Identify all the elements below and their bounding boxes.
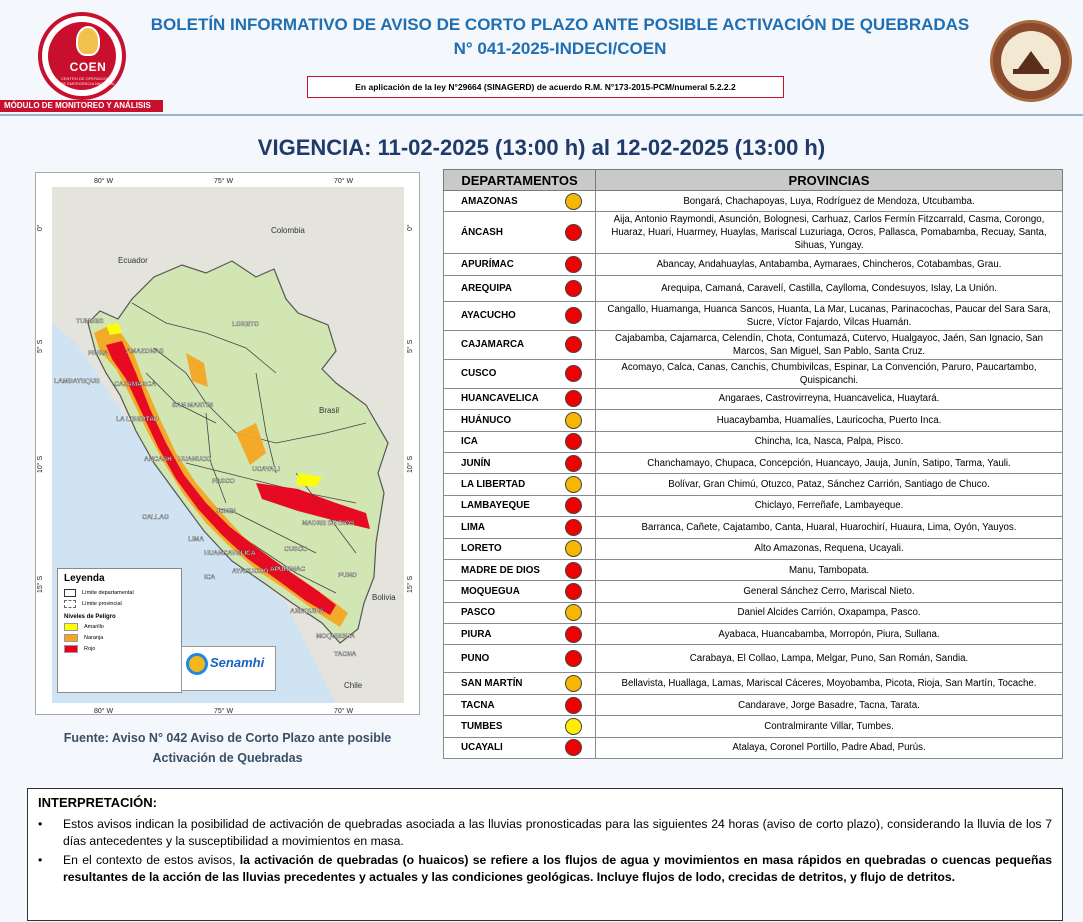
province-list: Cajabamba, Cajamarca, Celendín, Chota, Contumazá, Cutervo, Hualgayoc, Jaén, San Ignacio, San Marcos, San Miguel, San Pablo, Santa Cruz. (596, 330, 1063, 359)
bulletin-number: N° 041-2025-INDECI/COEN (453, 39, 667, 58)
department-name: LIMA (444, 517, 552, 538)
interpretation-bullet-2 (38, 852, 1052, 886)
hazard-level-naranja-icon (565, 476, 582, 493)
coen-emblem-icon (76, 26, 100, 56)
hazard-level-rojo-icon (565, 583, 582, 600)
table-row (444, 716, 1063, 737)
department-name: APURÍMAC (444, 254, 552, 275)
interpretation-bullet-1: • Estos avisos indican la posibilidad de activación de quebradas asociada a las lluvias pronosticadas para las siguientes 24 horas (aviso de corto plazo), considerando la lluvia de los 7 días antecedentes y la susceptibilidad a movimientos en masa. (38, 816, 1052, 850)
svg-text:CAJAMARCA: CAJAMARCA (114, 381, 156, 388)
province-list: Chanchamayo, Chupaca, Concepción, Huancayo, Jauja, Junín, Satipo, Tarma, Yauli. (596, 452, 1063, 473)
senamhi-sun-icon (186, 653, 208, 675)
hazard-level-rojo-icon (565, 519, 582, 536)
svg-text:PASCO: PASCO (212, 478, 235, 485)
hazard-level-rojo-icon (565, 433, 582, 450)
province-list: Bolívar, Gran Chimú, Otuzco, Pataz, Sánchez Carrión, Santiago de Chuco. (596, 474, 1063, 495)
svg-text:TACNA: TACNA (334, 651, 357, 658)
hazard-level-cell (552, 538, 596, 559)
law-reference: En aplicación de la ley N°29664 (SINAGERD) de acuerdo R.M. N°173-2015-PCM/numeral 5.2.2.2 (307, 76, 784, 98)
hazard-level-naranja-icon (565, 540, 582, 557)
hazard-level-cell (552, 275, 596, 301)
province-list: Aija, Antonio Raymondi, Asunción, Bolognesi, Carhuaz, Carlos Fermín Fitzcarrald, Casma, Corongo, Huaraz, Huari, Huarmey, Huaylas, Mariscal Luzuriaga, Ocros, Pallasca, Pomabamba, Recuay, Santa, Sihuas, Yungay. (596, 212, 1063, 254)
department-name: PIURA (444, 624, 552, 645)
department-name: LAMBAYEQUE (444, 495, 552, 516)
province-list: Bongará, Chachapoyas, Luya, Rodríguez de Mendoza, Utcubamba. (596, 191, 1063, 212)
bulletin-title (130, 13, 990, 61)
svg-text:0°: 0° (407, 224, 414, 231)
provinces-table (443, 169, 1063, 759)
svg-text:LORETO: LORETO (232, 321, 259, 328)
hazard-map (35, 172, 420, 715)
hazard-level-cell (552, 191, 596, 212)
table-row (444, 559, 1063, 580)
legend-swatch-amarillo (64, 623, 78, 631)
department-name: PASCO (444, 602, 552, 623)
province-list: Contralmirante Villar, Tumbes. (596, 716, 1063, 737)
svg-text:AMAZONAS: AMAZONAS (126, 348, 164, 355)
table-header-row (444, 170, 1063, 191)
map-caption-line1: Fuente: Aviso N° 042 Aviso de Corto Plazo ante posible (63, 731, 392, 745)
province-list: Manu, Tambopata. (596, 559, 1063, 580)
province-list: Barranca, Cañete, Cajatambo, Canta, Huaral, Huarochirí, Huaura, Lima, Oyón, Yauyos. (596, 517, 1063, 538)
province-list: Huacaybamba, Huamalíes, Lauricocha, Puerto Inca. (596, 410, 1063, 431)
table-row (444, 602, 1063, 623)
hazard-level-rojo-icon (565, 626, 582, 643)
table-row (444, 275, 1063, 301)
svg-text:HUANUCO: HUANUCO (178, 456, 212, 463)
province-list: Bellavista, Huallaga, Lamas, Mariscal Cáceres, Moyobamba, Picota, Rioja, San Martín, Tocache. (596, 673, 1063, 694)
province-list: Chiclayo, Ferreñafe, Lambayeque. (596, 495, 1063, 516)
svg-text:APURIMAC: APURIMAC (270, 566, 306, 573)
lon-label-75-bottom: 75° W (214, 708, 234, 715)
hazard-level-rojo-icon (565, 497, 582, 514)
svg-text:CALLAO: CALLAO (142, 514, 170, 521)
department-name: AREQUIPA (444, 275, 552, 301)
svg-text:PUNO: PUNO (338, 572, 357, 579)
header-divider (0, 114, 1083, 116)
department-name: UCAYALI (444, 737, 552, 758)
lon-label-70-bottom: 70° W (334, 708, 354, 715)
svg-text:AYACUCHO: AYACUCHO (232, 568, 269, 575)
legend-limite-provincial: Límite provincial (82, 601, 122, 607)
svg-text:ANCASH: ANCASH (144, 456, 172, 463)
lon-label-80: 80° W (94, 178, 114, 185)
interpretation-box: INTERPRETACIÓN: • Estos avisos indican la posibilidad de activación de quebradas asociada a las lluvias pronosticadas para las siguientes 24 horas (aviso de corto plazo), considerando la lluvia de los 7 días antecedentes y la susceptibilidad a movimientos en masa. • En el contexto de estos avisos, la activación de quebradas (o huaicos) se refiere a los flujos de agua y movimientos en masa rápidos en quebradas o cuencas pequeñas resultantes de la acción de las lluvias precedentes y actuales y las condiciones geológicas. Incluye flujos de lodo, crecidas de detritos, y flujo de detritos. (27, 788, 1063, 921)
department-name: ICA (444, 431, 552, 452)
hazard-level-cell (552, 212, 596, 254)
hazard-level-cell (552, 673, 596, 694)
province-list: Alto Amazonas, Requena, Ucayali. (596, 538, 1063, 559)
legend-limite-departamental: Límite departamental (82, 590, 134, 596)
table-row (444, 431, 1063, 452)
table-row (444, 495, 1063, 516)
department-name: ÁNCASH (444, 212, 552, 254)
svg-text:MADRE DE DIOS: MADRE DE DIOS (302, 520, 355, 527)
senamhi-logo (181, 646, 276, 691)
module-tag: MÓDULO DE MONITOREO Y ANÁLISIS (0, 100, 163, 112)
table-row (444, 624, 1063, 645)
coen-logo-text: COEN (69, 60, 107, 74)
svg-text:10° S: 10° S (37, 455, 44, 473)
hazard-level-naranja-icon (565, 675, 582, 692)
department-name: HUÁNUCO (444, 410, 552, 431)
hazard-level-cell (552, 517, 596, 538)
lon-label-70: 70° W (334, 178, 354, 185)
table-row (444, 581, 1063, 602)
table-row (444, 737, 1063, 758)
hazard-level-rojo-icon (565, 365, 582, 382)
hazard-level-cell (552, 716, 596, 737)
hazard-level-cell (552, 602, 596, 623)
svg-text:CUSCO: CUSCO (284, 546, 308, 553)
svg-text:SAN MARTIN: SAN MARTIN (172, 402, 213, 409)
hazard-level-cell (552, 694, 596, 715)
department-name: CAJAMARCA (444, 330, 552, 359)
legend-swatch-rojo (64, 645, 78, 653)
legend-niveles-title: Niveles de Peligro (64, 614, 116, 620)
hazard-level-cell (552, 581, 596, 602)
svg-text:0°: 0° (37, 224, 44, 231)
hazard-level-rojo-icon (565, 390, 582, 407)
svg-text:HUANCAVELICA: HUANCAVELICA (204, 550, 256, 557)
svg-text:ICA: ICA (204, 574, 216, 581)
hazard-level-cell (552, 645, 596, 673)
hazard-level-cell (552, 559, 596, 580)
table-row (444, 191, 1063, 212)
province-list: Daniel Alcides Carrión, Oxapampa, Pasco. (596, 602, 1063, 623)
svg-text:JUNIN: JUNIN (216, 508, 236, 515)
table-row (444, 388, 1063, 409)
svg-text:TUMBES: TUMBES (76, 318, 104, 325)
department-name: AMAZONAS (444, 191, 552, 212)
hazard-level-rojo-icon (565, 307, 582, 324)
table-row (444, 538, 1063, 559)
department-name: PUNO (444, 645, 552, 673)
hazard-level-rojo-icon (565, 256, 582, 273)
province-list: Chincha, Ica, Nasca, Palpa, Pisco. (596, 431, 1063, 452)
hazard-level-rojo-icon (565, 739, 582, 756)
table-row (444, 673, 1063, 694)
province-list: Carabaya, El Collao, Lampa, Melgar, Puno, San Román, Sandia. (596, 645, 1063, 673)
hazard-level-rojo-icon (565, 697, 582, 714)
hazard-level-cell (552, 359, 596, 388)
department-name: TUMBES (444, 716, 552, 737)
hazard-level-rojo-icon (565, 224, 582, 241)
province-list: Angaraes, Castrovirreyna, Huancavelica, Huaytará. (596, 388, 1063, 409)
province-list: General Sánchez Cerro, Mariscal Nieto. (596, 581, 1063, 602)
hazard-level-amarillo-icon (565, 718, 582, 735)
col-departamentos: DEPARTAMENTOS (444, 170, 596, 191)
legend-naranja: Naranja (84, 635, 104, 641)
department-name: CUSCO (444, 359, 552, 388)
hazard-level-cell (552, 330, 596, 359)
svg-text:LAMBAYEQUE: LAMBAYEQUE (54, 378, 100, 385)
hazard-level-cell (552, 452, 596, 473)
hazard-level-cell (552, 474, 596, 495)
hazard-level-cell (552, 301, 596, 330)
department-name: SAN MARTÍN (444, 673, 552, 694)
table-row (444, 694, 1063, 715)
svg-text:UCAYALI: UCAYALI (252, 466, 280, 473)
hazard-level-cell (552, 388, 596, 409)
svg-text:PIURA: PIURA (88, 350, 109, 357)
department-name: MADRE DE DIOS (444, 559, 552, 580)
hazard-level-cell (552, 495, 596, 516)
hazard-level-naranja-icon (565, 604, 582, 621)
table-row (444, 517, 1063, 538)
svg-text:Chile: Chile (344, 681, 363, 690)
hazard-level-rojo-icon (565, 650, 582, 667)
svg-text:5° S: 5° S (37, 339, 44, 353)
bullet2-bold: la activación de quebradas (o huaicos) se refiere a los flujos de agua y movimientos en masa rápidos en quebradas o cuencas pequeñas resultantes de la acción de las lluvias precedentes y actuales y las condiciones geológicas. Incluye flujos de lodo, crecidas de detritos, y flujo de detritos. (63, 853, 1052, 884)
province-list: Cangallo, Huamanga, Huanca Sancos, Huanta, La Mar, Lucanas, Parinacochas, Paucar del Sara Sara, Sucre, Víctor Fajardo, Vilcas Huamán. (596, 301, 1063, 330)
map-source-caption (35, 728, 420, 768)
hazard-level-naranja-icon (565, 193, 582, 210)
hazard-level-rojo-icon (565, 455, 582, 472)
province-list: Arequipa, Camaná, Caravelí, Castilla, Caylloma, Condesuyos, Islay, La Unión. (596, 275, 1063, 301)
legend-title: Leyenda (64, 573, 105, 584)
svg-text:15° S: 15° S (37, 575, 44, 593)
hazard-level-cell (552, 254, 596, 275)
table-row (444, 474, 1063, 495)
svg-text:10° S: 10° S (407, 455, 414, 473)
svg-text:Brasil: Brasil (319, 406, 340, 415)
hazard-level-rojo-icon (565, 562, 582, 579)
department-name: TACNA (444, 694, 552, 715)
svg-text:Colombia: Colombia (271, 226, 305, 235)
province-list: Abancay, Andahuaylas, Antabamba, Aymaraes, Chincheros, Cotabambas, Grau. (596, 254, 1063, 275)
hazard-level-naranja-icon (565, 412, 582, 429)
lon-label-80-bottom: 80° W (94, 708, 114, 715)
table-row (444, 645, 1063, 673)
legend-swatch-naranja (64, 634, 78, 642)
hazard-level-cell (552, 431, 596, 452)
legend-amarillo: Amarillo (84, 624, 104, 630)
province-list: Ayabaca, Huancabamba, Morropón, Piura, Sullana. (596, 624, 1063, 645)
legend-rojo: Rojo (84, 646, 96, 652)
interpretation-title: INTERPRETACIÓN (38, 795, 153, 810)
map-legend (57, 568, 182, 693)
svg-text:LA LIBERTAD: LA LIBERTAD (116, 416, 159, 423)
svg-text:AREQUIPA: AREQUIPA (290, 608, 324, 615)
senamhi-logo-text: Senamhi (210, 655, 265, 670)
department-name: LA LIBERTAD (444, 474, 552, 495)
bullet2-plain: En el contexto de estos avisos, (63, 853, 240, 867)
province-list: Candarave, Jorge Basadre, Tacna, Tarata. (596, 694, 1063, 715)
map-caption-line2: Activación de Quebradas (152, 751, 303, 765)
hazard-level-rojo-icon (565, 280, 582, 297)
table-row (444, 212, 1063, 254)
lon-label-75: 75° W (214, 178, 234, 185)
table-row (444, 330, 1063, 359)
col-provincias: PROVINCIAS (596, 170, 1063, 191)
department-name: LORETO (444, 538, 552, 559)
svg-text:15° S: 15° S (407, 575, 414, 593)
table-row (444, 359, 1063, 388)
svg-text:5° S: 5° S (407, 339, 414, 353)
hazard-level-cell (552, 624, 596, 645)
table-row (444, 254, 1063, 275)
department-name: AYACUCHO (444, 301, 552, 330)
svg-text:Bolivia: Bolivia (372, 593, 396, 602)
hazard-level-cell (552, 737, 596, 758)
bulletin-title-line1: BOLETÍN INFORMATIVO DE AVISO DE CORTO PLAZO ANTE POSIBLE ACTIVACIÓN DE QUEBRADAS (150, 15, 970, 34)
department-name: JUNÍN (444, 452, 552, 473)
hazard-level-cell (552, 410, 596, 431)
province-list: Atalaya, Coronel Portillo, Padre Abad, Purús. (596, 737, 1063, 758)
vigencia-heading: VIGENCIA: 11-02-2025 (13:00 h) al 12-02-2025 (13:00 h) (257, 135, 826, 160)
coen-logo: COEN CENTRO DE OPERACIONES DE EMERGENCIA NACIONAL (38, 12, 126, 100)
svg-text:Ecuador: Ecuador (118, 256, 148, 265)
province-list: Acomayo, Calca, Canas, Canchis, Chumbivilcas, Espinar, La Convención, Paruro, Paucartambo, Quispicanchi. (596, 359, 1063, 388)
department-name: HUANCAVELICA (444, 388, 552, 409)
indeci-logo-icon (990, 20, 1072, 102)
svg-text:MOQUEGUA: MOQUEGUA (316, 633, 355, 640)
hazard-level-rojo-icon (565, 336, 582, 353)
table-row (444, 452, 1063, 473)
svg-text:LIMA: LIMA (188, 536, 204, 543)
table-row (444, 301, 1063, 330)
table-row (444, 410, 1063, 431)
department-name: MOQUEGUA (444, 581, 552, 602)
